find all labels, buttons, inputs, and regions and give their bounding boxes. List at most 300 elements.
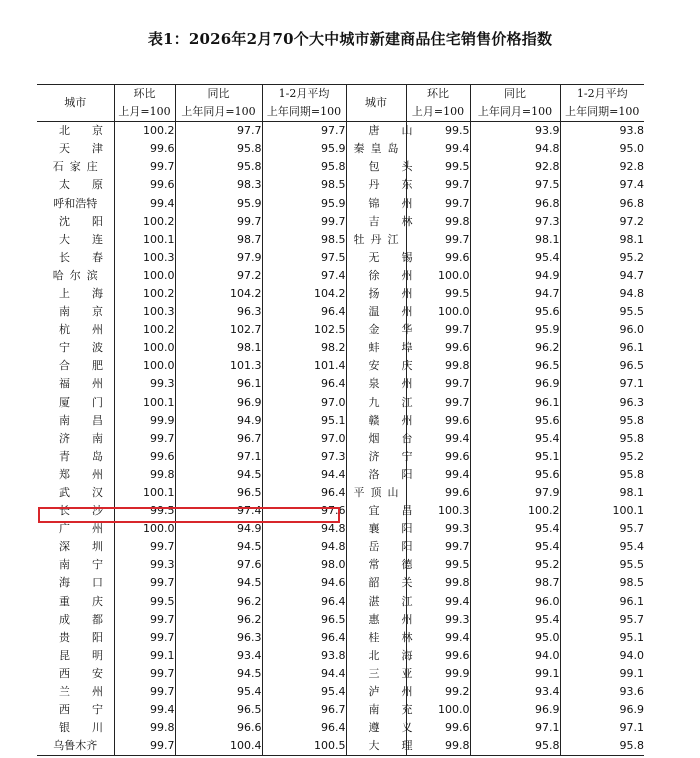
table-row <box>37 285 644 303</box>
table-row <box>37 176 644 194</box>
left-yoy-cell: 94.5 <box>175 665 262 683</box>
left-yoy-cell: 96.6 <box>175 719 262 737</box>
right-mom-cell: 99.7 <box>406 394 470 412</box>
right-city-cell: 锦州 <box>346 194 406 212</box>
right-avg-cell: 97.1 <box>560 375 644 393</box>
right-yoy-cell: 95.0 <box>470 629 560 647</box>
left-avg-cell: 100.5 <box>262 737 346 756</box>
header-mom-left: 环比 <box>114 85 175 104</box>
right-mom-cell: 99.4 <box>406 466 470 484</box>
table-row <box>37 683 644 701</box>
left-avg-cell: 95.9 <box>262 194 346 212</box>
right-city-cell: 洛阳 <box>346 466 406 484</box>
left-yoy-cell: 98.1 <box>175 339 262 357</box>
table-row <box>37 158 644 176</box>
right-mom-cell: 99.8 <box>406 213 470 231</box>
table-row <box>37 719 644 737</box>
left-city-cell: 杭州 <box>59 323 125 337</box>
left-avg-cell: 98.2 <box>262 339 346 357</box>
table-row <box>37 303 644 321</box>
right-mom-cell: 99.4 <box>406 140 470 158</box>
table-row <box>37 412 644 430</box>
table-row <box>37 249 644 267</box>
left-mom-cell: 100.0 <box>114 267 175 285</box>
left-yoy-cell: 102.7 <box>175 321 262 339</box>
left-yoy-cell: 97.7 <box>175 122 262 141</box>
table-row <box>37 267 644 285</box>
left-mom-cell: 99.3 <box>114 375 175 393</box>
right-yoy-cell: 97.9 <box>470 484 560 502</box>
left-mom-cell: 99.8 <box>114 719 175 737</box>
right-avg-cell: 93.8 <box>560 122 644 141</box>
right-yoy-cell: 96.9 <box>470 375 560 393</box>
right-city-cell: 襄阳 <box>346 520 406 538</box>
left-mom-cell: 100.2 <box>114 122 175 141</box>
left-yoy-cell: 96.3 <box>175 303 262 321</box>
left-avg-cell: 96.4 <box>262 629 346 647</box>
right-mom-cell: 99.6 <box>406 719 470 737</box>
right-avg-cell: 97.1 <box>560 719 644 737</box>
table-row <box>37 520 644 538</box>
left-avg-cell: 95.1 <box>262 412 346 430</box>
right-yoy-cell: 95.4 <box>470 430 560 448</box>
right-avg-cell: 94.7 <box>560 267 644 285</box>
table-row <box>37 611 644 629</box>
right-yoy-cell: 94.9 <box>470 267 560 285</box>
header-avg-left: 1-2月平均 <box>262 85 346 104</box>
right-city-cell: 常德 <box>346 556 406 574</box>
table-row <box>37 701 644 719</box>
right-avg-cell: 98.5 <box>560 574 644 592</box>
right-mom-cell: 99.3 <box>406 520 470 538</box>
right-city-cell: 大理 <box>346 737 406 756</box>
right-mom-cell: 99.6 <box>406 339 470 357</box>
right-yoy-cell: 93.4 <box>470 683 560 701</box>
left-avg-cell: 96.5 <box>262 611 346 629</box>
left-mom-cell: 99.6 <box>114 448 175 466</box>
right-mom-cell: 99.8 <box>406 574 470 592</box>
right-mom-cell: 99.6 <box>406 647 470 665</box>
left-yoy-cell: 97.2 <box>175 267 262 285</box>
right-avg-cell: 96.1 <box>560 339 644 357</box>
left-avg-cell: 101.4 <box>262 357 346 375</box>
left-city-cell: 南昌 <box>59 413 125 427</box>
left-yoy-cell: 97.9 <box>175 249 262 267</box>
header-avg-sub-right: 上年同期=100 <box>560 103 644 122</box>
left-avg-cell: 96.4 <box>262 303 346 321</box>
left-yoy-cell: 100.4 <box>175 737 262 756</box>
left-city-cell: 郑州 <box>59 467 125 481</box>
table-row <box>37 231 644 249</box>
left-mom-cell: 100.3 <box>114 303 175 321</box>
right-city-cell: 岳阳 <box>346 538 406 556</box>
header-mom-right: 环比 <box>406 85 470 104</box>
left-city-cell: 上海 <box>59 286 125 300</box>
right-yoy-cell: 96.1 <box>470 394 560 412</box>
right-avg-cell: 97.2 <box>560 213 644 231</box>
right-yoy-cell: 94.7 <box>470 285 560 303</box>
table-row <box>37 448 644 466</box>
right-avg-cell: 95.5 <box>560 556 644 574</box>
left-city-cell: 昆明 <box>59 648 125 662</box>
right-avg-cell: 95.7 <box>560 520 644 538</box>
right-mom-cell: 99.9 <box>406 665 470 683</box>
right-city-cell: 湛江 <box>346 593 406 611</box>
left-avg-cell: 94.8 <box>262 538 346 556</box>
right-mom-cell: 99.2 <box>406 683 470 701</box>
left-city-cell: 长春 <box>59 250 125 264</box>
left-yoy-cell: 96.5 <box>175 484 262 502</box>
left-avg-cell: 96.7 <box>262 701 346 719</box>
left-city-cell: 大连 <box>59 232 125 246</box>
right-avg-cell: 92.8 <box>560 158 644 176</box>
header-avg-right: 1-2月平均 <box>560 85 644 104</box>
left-avg-cell: 99.7 <box>262 213 346 231</box>
right-mom-cell: 99.7 <box>406 231 470 249</box>
right-mom-cell: 100.0 <box>406 267 470 285</box>
left-city-cell: 济南 <box>59 431 125 445</box>
right-mom-cell: 99.5 <box>406 158 470 176</box>
right-yoy-cell: 95.4 <box>470 538 560 556</box>
left-avg-cell: 95.4 <box>262 683 346 701</box>
left-mom-cell: 100.1 <box>114 484 175 502</box>
table-row <box>37 140 644 158</box>
right-city-cell: 吉林 <box>346 213 406 231</box>
right-city-cell: 惠州 <box>346 611 406 629</box>
price-index-table <box>37 84 644 756</box>
right-avg-cell: 99.1 <box>560 665 644 683</box>
right-city-cell: 泉州 <box>346 375 406 393</box>
table-body <box>37 122 644 756</box>
left-mom-cell: 99.6 <box>114 176 175 194</box>
right-yoy-cell: 95.6 <box>470 303 560 321</box>
right-yoy-cell: 95.4 <box>470 249 560 267</box>
right-yoy-cell: 97.5 <box>470 176 560 194</box>
left-mom-cell: 99.7 <box>114 665 175 683</box>
right-city-cell: 平顶山 <box>346 484 406 502</box>
table-row <box>37 737 644 756</box>
left-city-cell: 广州 <box>59 522 125 536</box>
left-avg-cell: 104.2 <box>262 285 346 303</box>
right-avg-cell: 100.1 <box>560 502 644 520</box>
header-yoy-right: 同比 <box>470 85 560 104</box>
left-yoy-cell: 96.9 <box>175 394 262 412</box>
table-row <box>37 574 644 592</box>
left-city-cell: 成都 <box>59 612 125 626</box>
left-avg-cell: 94.4 <box>262 665 346 683</box>
right-yoy-cell: 94.0 <box>470 647 560 665</box>
right-city-cell: 宜昌 <box>346 502 406 520</box>
left-mom-cell: 100.2 <box>114 321 175 339</box>
left-mom-cell: 99.3 <box>114 556 175 574</box>
right-mom-cell: 99.3 <box>406 611 470 629</box>
left-avg-cell: 93.8 <box>262 647 346 665</box>
right-city-cell: 南充 <box>346 701 406 719</box>
right-mom-cell: 99.8 <box>406 357 470 375</box>
left-yoy-cell: 97.6 <box>175 556 262 574</box>
right-avg-cell: 96.8 <box>560 194 644 212</box>
left-yoy-cell: 95.4 <box>175 683 262 701</box>
right-city-cell: 徐州 <box>346 267 406 285</box>
left-avg-cell: 95.8 <box>262 158 346 176</box>
left-yoy-cell: 94.5 <box>175 538 262 556</box>
left-yoy-cell: 94.5 <box>175 574 262 592</box>
header-yoy-sub-left: 上年同月=100 <box>175 103 262 122</box>
left-yoy-cell: 97.4 <box>175 502 262 520</box>
right-yoy-cell: 95.4 <box>470 520 560 538</box>
header-yoy-sub-right: 上年同月=100 <box>470 103 560 122</box>
right-avg-cell: 96.9 <box>560 701 644 719</box>
right-mom-cell: 99.5 <box>406 285 470 303</box>
left-mom-cell: 100.0 <box>114 520 175 538</box>
left-avg-cell: 98.5 <box>262 231 346 249</box>
right-avg-cell: 95.8 <box>560 737 644 756</box>
left-avg-cell: 102.5 <box>262 321 346 339</box>
left-city-cell: 合肥 <box>59 359 125 373</box>
left-city-cell: 乌鲁木齐 <box>37 737 114 756</box>
right-city-cell: 金华 <box>346 321 406 339</box>
left-mom-cell: 99.5 <box>114 593 175 611</box>
left-yoy-cell: 94.9 <box>175 520 262 538</box>
right-mom-cell: 99.5 <box>406 122 470 141</box>
left-city-cell: 兰州 <box>59 685 125 699</box>
left-yoy-cell: 94.5 <box>175 466 262 484</box>
right-avg-cell: 95.8 <box>560 412 644 430</box>
header-city-left: 城市 <box>37 85 114 122</box>
right-mom-cell: 99.6 <box>406 249 470 267</box>
left-mom-cell: 100.0 <box>114 357 175 375</box>
right-city-cell: 泸州 <box>346 683 406 701</box>
right-avg-cell: 96.3 <box>560 394 644 412</box>
left-mom-cell: 99.7 <box>114 430 175 448</box>
right-yoy-cell: 92.8 <box>470 158 560 176</box>
left-avg-cell: 96.4 <box>262 484 346 502</box>
left-city-cell: 南京 <box>59 305 125 319</box>
right-mom-cell: 99.7 <box>406 375 470 393</box>
right-yoy-cell: 96.5 <box>470 357 560 375</box>
right-city-cell: 秦皇岛 <box>346 140 406 158</box>
left-mom-cell: 100.2 <box>114 213 175 231</box>
table-row <box>37 556 644 574</box>
header-avg-sub-left: 上年同期=100 <box>262 103 346 122</box>
left-city-cell: 青岛 <box>59 449 125 463</box>
left-city-cell: 南宁 <box>59 558 125 572</box>
right-city-cell: 安庆 <box>346 357 406 375</box>
right-avg-cell: 98.1 <box>560 231 644 249</box>
table-row <box>37 629 644 647</box>
right-avg-cell: 93.6 <box>560 683 644 701</box>
table-row <box>37 538 644 556</box>
left-avg-cell: 97.3 <box>262 448 346 466</box>
left-yoy-cell: 96.5 <box>175 701 262 719</box>
header-city-right: 城市 <box>346 85 406 122</box>
left-yoy-cell: 93.4 <box>175 647 262 665</box>
right-mom-cell: 99.6 <box>406 448 470 466</box>
right-mom-cell: 99.4 <box>406 430 470 448</box>
left-city-cell: 哈尔滨 <box>52 268 104 282</box>
right-avg-cell: 95.4 <box>560 538 644 556</box>
left-mom-cell: 99.1 <box>114 647 175 665</box>
left-mom-cell: 99.7 <box>114 611 175 629</box>
right-yoy-cell: 95.9 <box>470 321 560 339</box>
right-yoy-cell: 95.4 <box>470 611 560 629</box>
right-yoy-cell: 99.1 <box>470 665 560 683</box>
right-mom-cell: 99.4 <box>406 629 470 647</box>
left-city-cell: 银川 <box>59 721 125 735</box>
left-yoy-cell: 99.7 <box>175 213 262 231</box>
right-avg-cell: 95.8 <box>560 466 644 484</box>
left-mom-cell: 99.7 <box>114 574 175 592</box>
right-city-cell: 遵义 <box>346 719 406 737</box>
right-city-cell: 北海 <box>346 647 406 665</box>
right-city-cell: 扬州 <box>346 285 406 303</box>
right-city-cell: 九江 <box>346 394 406 412</box>
left-avg-cell: 96.4 <box>262 593 346 611</box>
left-mom-cell: 99.7 <box>114 629 175 647</box>
table-row <box>37 665 644 683</box>
left-city-cell: 深圳 <box>59 540 125 554</box>
right-mom-cell: 100.0 <box>406 303 470 321</box>
right-city-cell: 牡丹江 <box>346 231 406 249</box>
left-yoy-cell: 97.1 <box>175 448 262 466</box>
right-city-cell: 三亚 <box>346 665 406 683</box>
left-mom-cell: 99.7 <box>114 158 175 176</box>
right-avg-cell: 94.0 <box>560 647 644 665</box>
left-yoy-cell: 98.7 <box>175 231 262 249</box>
right-avg-cell: 94.8 <box>560 285 644 303</box>
right-city-cell: 包头 <box>346 158 406 176</box>
left-avg-cell: 97.6 <box>262 502 346 520</box>
right-yoy-cell: 93.9 <box>470 122 560 141</box>
right-yoy-cell: 98.1 <box>470 231 560 249</box>
right-avg-cell: 96.5 <box>560 357 644 375</box>
right-yoy-cell: 95.8 <box>470 737 560 756</box>
left-city-cell: 重庆 <box>59 594 125 608</box>
right-yoy-cell: 98.7 <box>470 574 560 592</box>
right-avg-cell: 95.2 <box>560 249 644 267</box>
right-mom-cell: 99.7 <box>406 194 470 212</box>
right-city-cell: 无锡 <box>346 249 406 267</box>
right-yoy-cell: 96.9 <box>470 701 560 719</box>
left-mom-cell: 99.4 <box>114 194 175 212</box>
table-row <box>37 321 644 339</box>
right-yoy-cell: 96.2 <box>470 339 560 357</box>
right-avg-cell: 95.1 <box>560 629 644 647</box>
left-avg-cell: 97.5 <box>262 249 346 267</box>
left-yoy-cell: 95.9 <box>175 194 262 212</box>
left-avg-cell: 97.0 <box>262 394 346 412</box>
right-city-cell: 济宁 <box>346 448 406 466</box>
left-yoy-cell: 96.3 <box>175 629 262 647</box>
left-city-cell: 石家庄 <box>52 160 104 174</box>
table-row <box>37 502 644 520</box>
header-mom-sub-left: 上月=100 <box>114 103 175 122</box>
table-row <box>37 430 644 448</box>
right-mom-cell: 99.4 <box>406 593 470 611</box>
right-avg-cell: 98.1 <box>560 484 644 502</box>
header-yoy-left: 同比 <box>175 85 262 104</box>
left-city-cell: 长沙 <box>59 504 125 518</box>
left-mom-cell: 100.1 <box>114 231 175 249</box>
right-city-cell: 蚌埠 <box>346 339 406 357</box>
left-yoy-cell: 96.2 <box>175 593 262 611</box>
right-yoy-cell: 94.8 <box>470 140 560 158</box>
left-mom-cell: 99.9 <box>114 412 175 430</box>
right-city-cell: 桂林 <box>346 629 406 647</box>
left-avg-cell: 98.5 <box>262 176 346 194</box>
left-mom-cell: 99.4 <box>114 701 175 719</box>
left-yoy-cell: 95.8 <box>175 158 262 176</box>
left-yoy-cell: 96.2 <box>175 611 262 629</box>
left-mom-cell: 99.8 <box>114 466 175 484</box>
right-mom-cell: 99.5 <box>406 556 470 574</box>
left-city-cell: 西宁 <box>59 703 125 717</box>
right-city-cell: 韶关 <box>346 574 406 592</box>
right-mom-cell: 99.6 <box>406 412 470 430</box>
right-city-cell: 烟台 <box>346 430 406 448</box>
left-city-cell: 呼和浩特 <box>53 196 98 210</box>
right-city-cell: 丹东 <box>346 176 406 194</box>
left-city-cell: 天津 <box>59 142 125 156</box>
left-city-cell: 厦门 <box>59 395 125 409</box>
left-avg-cell: 96.4 <box>262 375 346 393</box>
table-row <box>37 213 644 231</box>
left-mom-cell: 99.6 <box>114 140 175 158</box>
right-city-cell: 温州 <box>346 303 406 321</box>
table-row <box>37 394 644 412</box>
right-mom-cell: 99.7 <box>406 321 470 339</box>
table-row <box>37 122 644 141</box>
right-avg-cell: 96.0 <box>560 321 644 339</box>
right-mom-cell: 100.0 <box>406 701 470 719</box>
left-city-cell: 贵阳 <box>59 630 125 644</box>
left-city-cell: 福州 <box>59 377 125 391</box>
left-avg-cell: 97.4 <box>262 267 346 285</box>
table-title: 表1：2026年2月70个大中城市新建商品住宅销售价格指数 <box>147 30 553 48</box>
left-avg-cell: 97.7 <box>262 122 346 141</box>
right-mom-cell: 99.8 <box>406 737 470 756</box>
left-yoy-cell: 98.3 <box>175 176 262 194</box>
left-city-cell: 西安 <box>59 666 125 680</box>
right-yoy-cell: 95.6 <box>470 412 560 430</box>
left-avg-cell: 94.6 <box>262 574 346 592</box>
left-city-cell: 武汉 <box>59 486 125 500</box>
left-city-cell: 北京 <box>59 124 125 138</box>
table-row <box>37 194 644 212</box>
left-avg-cell: 94.4 <box>262 466 346 484</box>
right-yoy-cell: 96.0 <box>470 593 560 611</box>
left-city-cell: 太原 <box>59 178 125 192</box>
right-avg-cell: 95.7 <box>560 611 644 629</box>
table-row <box>37 593 644 611</box>
left-yoy-cell: 101.3 <box>175 357 262 375</box>
left-city-cell: 宁波 <box>59 341 125 355</box>
left-avg-cell: 94.8 <box>262 520 346 538</box>
header-mom-sub-right: 上月=100 <box>406 103 470 122</box>
left-avg-cell: 96.4 <box>262 719 346 737</box>
table-row <box>37 339 644 357</box>
right-city-cell: 赣州 <box>346 412 406 430</box>
left-yoy-cell: 96.1 <box>175 375 262 393</box>
right-avg-cell: 97.4 <box>560 176 644 194</box>
right-yoy-cell: 96.8 <box>470 194 560 212</box>
left-city-cell: 沈阳 <box>59 214 125 228</box>
right-yoy-cell: 95.1 <box>470 448 560 466</box>
left-avg-cell: 97.0 <box>262 430 346 448</box>
right-city-cell: 唐山 <box>346 122 406 141</box>
left-mom-cell: 99.7 <box>114 538 175 556</box>
table-row <box>37 484 644 502</box>
